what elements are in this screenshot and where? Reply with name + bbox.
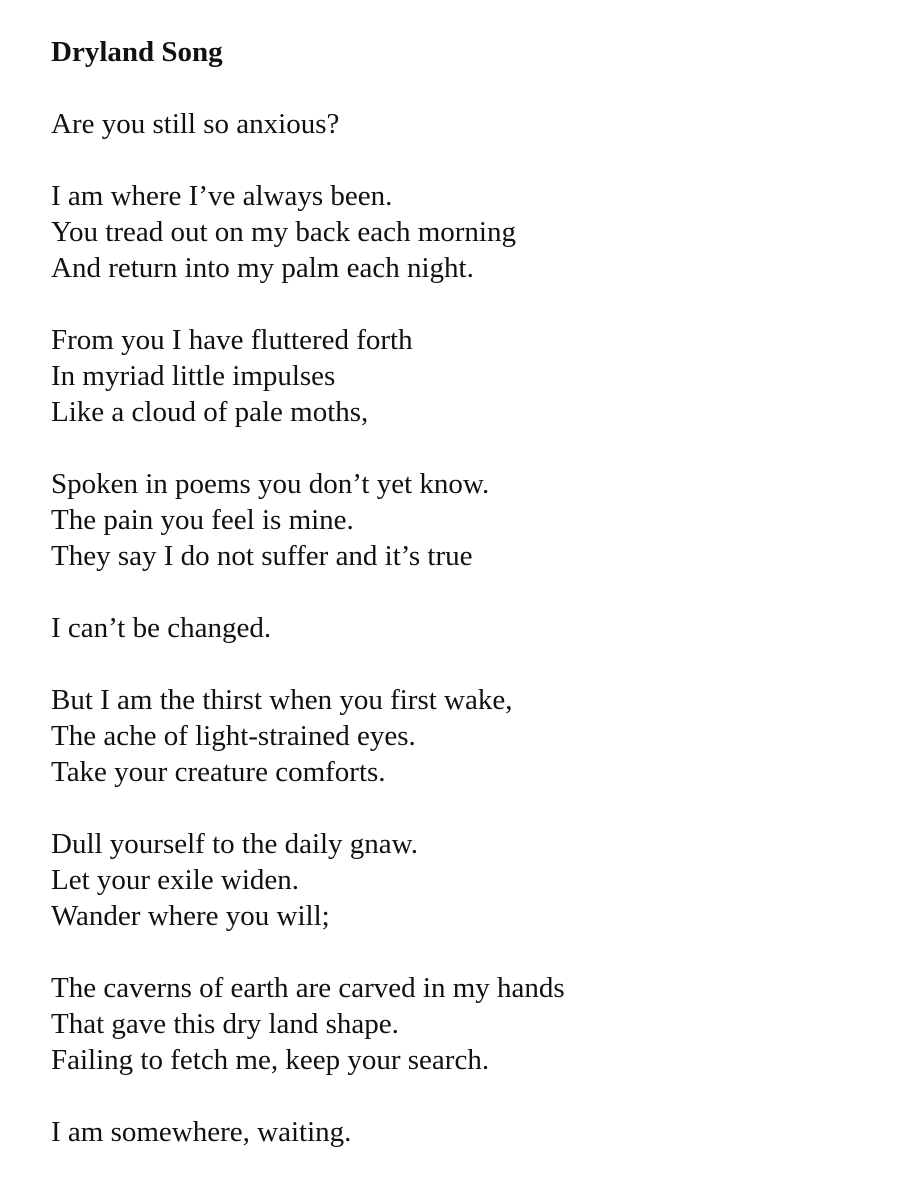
- stanza-1: [51, 106, 886, 142]
- poem-line: And return into my palm each night.: [51, 252, 474, 284]
- poem-line: The caverns of earth are carved in my hands: [51, 972, 565, 1004]
- poem-body: [51, 106, 886, 1150]
- stanza-2: [51, 178, 886, 286]
- poem-line: Take your creature comforts.: [51, 756, 386, 788]
- poem-line: From you I have fluttered forth: [51, 324, 413, 356]
- poem-line: Like a cloud of pale moths,: [51, 396, 369, 428]
- stanza-4: [51, 466, 886, 574]
- poem-line: You tread out on my back each morning: [51, 216, 516, 248]
- poem-line: The pain you feel is mine.: [51, 504, 354, 536]
- poem-line: But I am the thirst when you first wake,: [51, 684, 513, 716]
- poem-line: In myriad little impulses: [51, 360, 336, 392]
- poem-line: Dull yourself to the daily gnaw.: [51, 828, 418, 860]
- stanza-3: [51, 322, 886, 430]
- poem-line: They say I do not suffer and it’s true: [51, 540, 473, 572]
- stanza-7: [51, 826, 886, 934]
- poem-line: I am where I’ve always been.: [51, 180, 393, 212]
- stanza-6: [51, 682, 886, 790]
- poem-title: Dryland Song: [51, 36, 223, 68]
- stanza-8: [51, 970, 886, 1078]
- document-page: [51, 34, 886, 1186]
- poem-line: I can’t be changed.: [51, 612, 272, 644]
- poem-line: Spoken in poems you don’t yet know.: [51, 468, 490, 500]
- stanza-5: [51, 610, 886, 646]
- poem-line: Failing to fetch me, keep your search.: [51, 1044, 490, 1076]
- poem-line: The ache of light-strained eyes.: [51, 720, 416, 752]
- poem-line: Wander where you will;: [51, 900, 330, 932]
- poem-line: I am somewhere, waiting.: [51, 1116, 352, 1148]
- poem-line: Are you still so anxious?: [51, 108, 340, 140]
- stanza-9: [51, 1114, 886, 1150]
- poem-line: Let your exile widen.: [51, 864, 300, 896]
- poem-line: That gave this dry land shape.: [51, 1008, 399, 1040]
